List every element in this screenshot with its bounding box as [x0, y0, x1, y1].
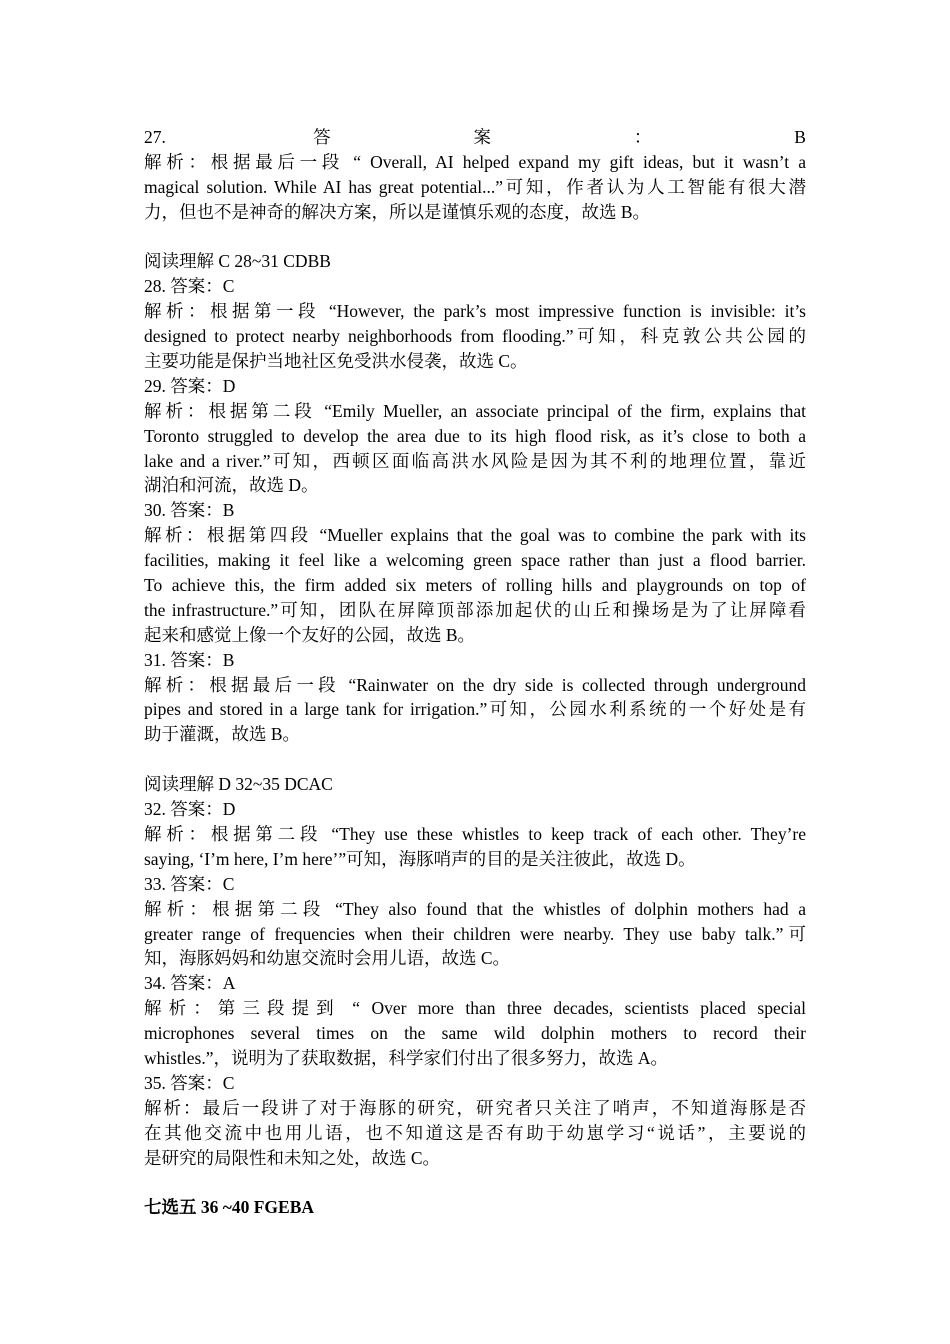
paragraph	[144, 274, 806, 299]
paragraph	[144, 971, 806, 996]
paragraph	[144, 399, 806, 499]
paragraph	[144, 374, 806, 399]
text-line: 阅读理解 D 32~35 DCAC	[144, 774, 333, 795]
text-line: whistles.”，说明为了获取数据，科学家们付出了很多努力，故选 A。	[144, 1047, 669, 1068]
text-line: 34. 答案：A	[144, 973, 236, 994]
text-line: saying, ‘I’m here, I’m here’”可知，海豚哨声的目的是关注彼此，故选 D。	[144, 848, 696, 869]
paragraph	[144, 523, 806, 647]
text-line: 主要功能是保护当地社区免受洪水侵袭，故选 C。	[144, 351, 528, 372]
text-line: designed to protect nearby neighborhoods from flooding.”可知，科克敦公共公园的	[144, 326, 806, 347]
text-line: greater range of frequencies when their children were nearby. They use baby talk.”可	[144, 923, 806, 944]
text-line: 解析：根据最后一段 “Rainwater on the dry side is collected through underground	[144, 674, 806, 695]
text-line: 七选五 36 ~40 FGEBA	[144, 1197, 315, 1218]
paragraph	[144, 673, 806, 748]
text-line: 27. 答案：B	[144, 127, 806, 147]
answer-document	[144, 125, 806, 1220]
text-line: 是研究的局限性和未知之处，故选 C。	[144, 1147, 441, 1168]
blank-line	[144, 747, 806, 772]
paragraph	[144, 1071, 806, 1096]
text-line: 解析：根据第二段 “Emily Mueller, an associate principal of the firm, explains that	[144, 400, 806, 421]
paragraph	[144, 299, 806, 374]
text-line: 32. 答案：D	[144, 799, 236, 820]
paragraph	[144, 772, 806, 797]
paragraph	[144, 872, 806, 897]
text-line: 知，海豚妈妈和幼崽交流时会用儿语，故选 C。	[144, 948, 511, 969]
text-line: 31. 答案：B	[144, 649, 235, 670]
text-line: the infrastructure.”可知，团队在屏障顶部添加起伏的山丘和操场是为了让屏障看	[144, 599, 806, 620]
text-line: To achieve this, the firm added six meters of rolling hills and playgrounds on top of	[144, 575, 806, 596]
text-line: pipes and stored in a large tank for irrigation.”可知，公园水利系统的一个好处是有	[144, 699, 806, 720]
text-line: 助于灌溉，故选 B。	[144, 724, 301, 745]
text-line: 力，但也不是神奇的解决方案，所以是谨慎乐观的态度，故选 B。	[144, 201, 651, 222]
text-line: microphones several times on the same wild dolphin mothers to record their	[144, 1023, 806, 1044]
blank-line	[144, 1170, 806, 1195]
paragraph	[144, 125, 806, 225]
text-line: 起来和感觉上像一个友好的公园，故选 B。	[144, 624, 476, 645]
paragraph	[144, 249, 806, 274]
blank-line	[144, 225, 806, 250]
paragraph	[144, 1096, 806, 1171]
text-line: 湖泊和河流，故选 D。	[144, 475, 319, 496]
text-line: Toronto struggled to develop the area due to its high flood risk, as it’s close to both a	[144, 425, 806, 446]
text-line: 在其他交流中也用儿语，也不知道这是否有助于幼崽学习“说话”，主要说的	[144, 1122, 806, 1143]
text-line: magical solution. While AI has great potential...”可知，作者认为人工智能有很大潜	[144, 176, 806, 197]
text-line: 解析：最后一段讲了对于海豚的研究，研究者只关注了哨声，不知道海豚是否	[144, 1097, 806, 1118]
paragraph	[144, 822, 806, 872]
text-line: facilities, making it feel like a welcoming green space rather than just a flood barrier.	[144, 550, 806, 571]
text-line: 35. 答案：C	[144, 1072, 235, 1093]
text-line: 解析：根据第一段 “However, the park’s most impressive function is invisible: it’s	[144, 301, 806, 322]
paragraph	[144, 897, 806, 972]
text-line: 30. 答案：B	[144, 500, 235, 521]
section-heading	[144, 1195, 806, 1220]
text-line: lake and a river.”可知，西顿区面临高洪水风险是因为其不利的地理位置，靠近	[144, 450, 806, 471]
text-line: 解析：根据第四段 “Mueller explains that the goal was to combine the park with its	[144, 525, 806, 546]
text-line: 28. 答案：C	[144, 276, 235, 297]
text-line: 解析：根据第二段 “They use these whistles to keep track of each other. They’re	[144, 823, 806, 844]
paragraph	[144, 996, 806, 1071]
text-line: 29. 答案：D	[144, 375, 236, 396]
paragraph	[144, 648, 806, 673]
text-line: 阅读理解 C 28~31 CDBB	[144, 251, 331, 272]
paragraph	[144, 498, 806, 523]
text-line: 解析：根据第二段 “They also found that the whistles of dolphin mothers had a	[144, 898, 806, 919]
text-line: 解析：根据最后一段 “ Overall, AI helped expand my gift ideas, but it wasn’t a	[144, 151, 806, 172]
paragraph	[144, 797, 806, 822]
text-line: 解析：第三段提到 “ Over more than three decades, scientists placed special	[144, 998, 806, 1019]
text-line: 33. 答案：C	[144, 873, 235, 894]
